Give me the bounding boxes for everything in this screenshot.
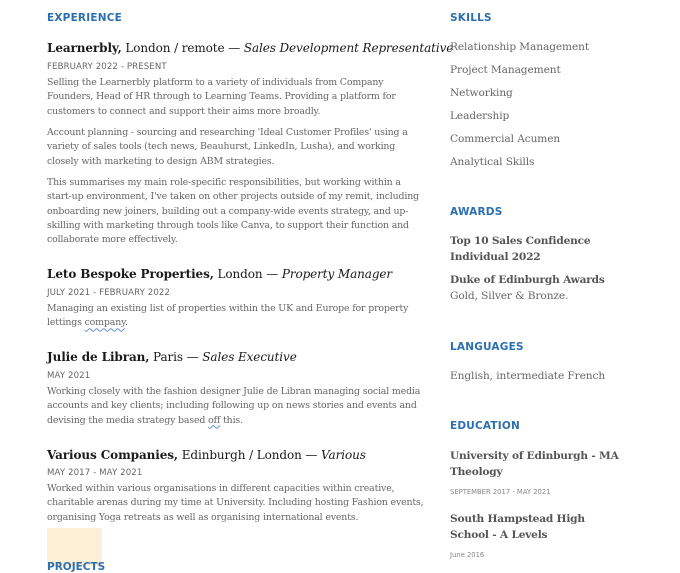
job-dates: MAY 2017 - MAY 2021 — [47, 468, 143, 478]
job-dates: MAY 2021 — [47, 371, 91, 381]
job-company: Learnerbly, — [47, 41, 122, 55]
job-heading — [47, 41, 453, 55]
skill-item: Networking — [450, 87, 513, 99]
job-dates: JULY 2021 - FEBRUARY 2022 — [47, 288, 171, 298]
job-location: London / remote — — [121, 41, 244, 55]
job-description: Worked within various organisations in different capacities within creative, charitable arenas during my time at University. Including hosting Fashion events, organising Yoga retreats as well as organising international events. — [47, 483, 424, 523]
languages-text: English, intermediate French — [450, 370, 606, 382]
skill-item: Project Management — [450, 64, 561, 76]
experience-title: EXPERIENCE — [47, 12, 122, 24]
job-description: Account planning - sourcing and researching 'Ideal Customer Profiles' using a variety of sales tools (tech news, Beauhurst, LinkedIn, Lusha), and working closely with marketing to design ABM strategies. — [47, 127, 408, 167]
job-location: Edinburgh / London — — [178, 448, 322, 462]
job-description: Selling the Learnerbly platform to a variety of individuals from Company Founders, Head of HR through to Learning Teams. Providing a platform for customers to connect and support their aims more broadly. — [47, 77, 396, 117]
job-location: London — — [213, 267, 282, 281]
job-company: Julie de Libran, — [47, 350, 150, 364]
spellcheck-flag[interactable]: company — [84, 317, 125, 329]
award-title: Top 10 Sales Confidence Individual 2022 — [450, 235, 591, 263]
awards-title: AWARDS — [450, 206, 503, 218]
text-segment: Managing an existing list of properties within the UK and Europe for property lettings — [47, 303, 409, 329]
skill-item: Analytical Skills — [450, 156, 535, 168]
job-description: This summarises my main role-specific responsibilities, but working within a start-up environment, I've taken on other projects outside of my remit, including onboarding new joiners, building out a company-wide events strategy, and up-skilling with marketing through tools like Canva, to support their function and collaborate more effectively. — [47, 177, 419, 246]
text-segment: this. — [220, 414, 243, 426]
job-role: Various — [321, 448, 366, 462]
text-segment: . — [124, 317, 128, 329]
job-dates: FEBRUARY 2022 - PRESENT — [47, 62, 167, 72]
languages-title: LANGUAGES — [450, 341, 524, 353]
education-item-dates: SEPTEMBER 2017 - MAY 2021 — [450, 488, 551, 496]
job-role: Property Manager — [281, 267, 393, 281]
job-company: Leto Bespoke Properties, — [47, 267, 214, 281]
job-description — [47, 302, 425, 331]
job-role: Sales Development Representative — [243, 41, 454, 55]
job-heading — [47, 448, 366, 462]
spellcheck-flag[interactable]: off — [208, 414, 221, 426]
job-role: Sales Executive — [202, 350, 297, 364]
job-description — [47, 385, 425, 428]
education-item-dates: June 2016 — [450, 551, 485, 559]
skill-item: Leadership — [450, 110, 510, 122]
job-heading — [47, 350, 297, 364]
skill-item: Relationship Management — [450, 41, 590, 53]
job-heading — [47, 267, 392, 281]
skill-item: Commercial Acumen — [450, 133, 561, 145]
text-segment: Working closely with the fashion designer Julie de Libran managing social media accounts and key clients; including following up on news stories and events and devising the media strategy based — [47, 386, 421, 426]
education-title: EDUCATION — [450, 420, 521, 432]
job-location: Paris — — [149, 350, 203, 364]
education-item-title: South Hampstead High School - A Levels — [450, 513, 585, 541]
job-company: Various Companies, — [47, 448, 178, 462]
award-subtitle: Gold, Silver & Bronze. — [450, 290, 569, 302]
projects-title: PROJECTS — [47, 561, 106, 573]
education-item-title: University of Edinburgh - MA Theology — [450, 450, 619, 478]
skills-title: SKILLS — [450, 12, 492, 24]
award-title: Duke of Edinburgh Awards — [450, 274, 605, 286]
